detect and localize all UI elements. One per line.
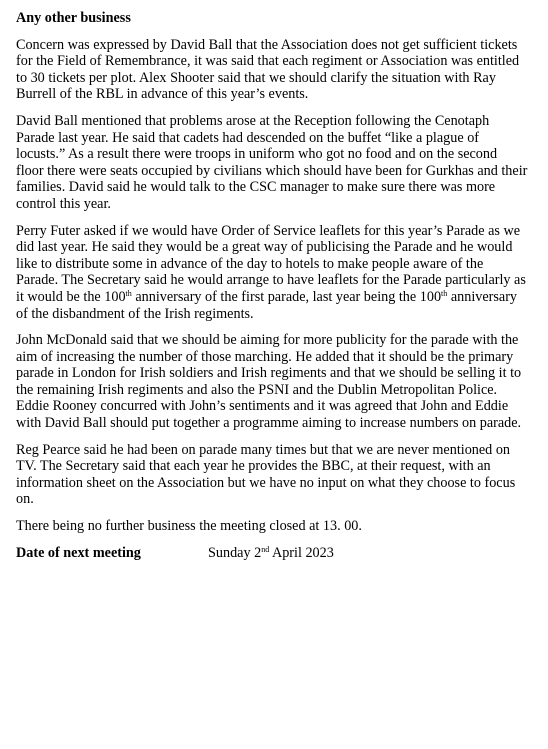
paragraph-order-of-service [16, 223, 528, 323]
next-meeting-date [208, 545, 334, 562]
date-text: Sunday 2 [208, 544, 262, 561]
date-text: April 2023 [269, 544, 334, 561]
paragraph-publicity: John McDonald said that we should be aiming for more publicity for the parade with the aim of increasing the number of those marching. He added that it should be the primary parade in London for Irish soldiers and Irish regiments and that we should be selling it to the remaining Irish regiments and also the PSNI and the Dublin Metropolitan Police. Eddie Rooney concurred with John’s sentiments and it was agreed that John and Eddie with David Ball should put together a programme aiming to increase numbers on parade. [16, 332, 522, 432]
ordinal-suffix: th [441, 288, 448, 298]
document-page [16, 10, 528, 561]
next-meeting-label: Date of next meeting [16, 544, 141, 561]
paragraph-cenotaph-reception: David Ball mentioned that problems arose at the Reception following the Cenotaph Parade last year. He said that cadets had descended on the buffet “like a plague of locusts.” As a result there were troops in uniform who got no food and on the second floor there were seats occupied by civilians which should have been for Gurkhas and their families. David said he would talk to the CSC manager to make sure there was more control this year. [16, 112, 528, 212]
paragraph-text: Perry Futer asked if we would have Order of Service leaflets for this year’s Parade as we did last year. He said they would be a great way of publicising the Parade and he would like to distribute some in advance of the day to hotels to make people aware of the Parade. The Secretary said he would arrange to have leaflets for the Parade particularly as it would be the 100 [16, 222, 526, 305]
paragraph-meeting-closed: There being no further business the meeting closed at 13. 00. [16, 518, 362, 535]
paragraph-text: anniversary of the first parade, last year being the 100 [131, 288, 442, 305]
ordinal-suffix: nd [261, 544, 270, 554]
paragraph-tv-coverage: Reg Pearce said he had been on parade many times but that we are never mentioned on TV. The Secretary said that each year he provides the BBC, at their request, with an information sheet on the Association but we have no input on what they choose to focus on. [16, 441, 516, 508]
paragraph-text: anniversary of the disbandment of the Irish regiments. [16, 288, 518, 322]
section-heading: Any other business [16, 10, 131, 26]
next-meeting-row [16, 545, 528, 562]
ordinal-suffix: th [125, 288, 132, 298]
paragraph-field-of-remembrance: Concern was expressed by David Ball that the Association does not get sufficient tickets for the Field of Remembrance, it was said that each regiment or Association was entitled to 30 tickets per plot. Alex Shooter said that we should clarify the situation with Ray Burrell of the RBL in advance of this year’s events. [16, 36, 520, 103]
